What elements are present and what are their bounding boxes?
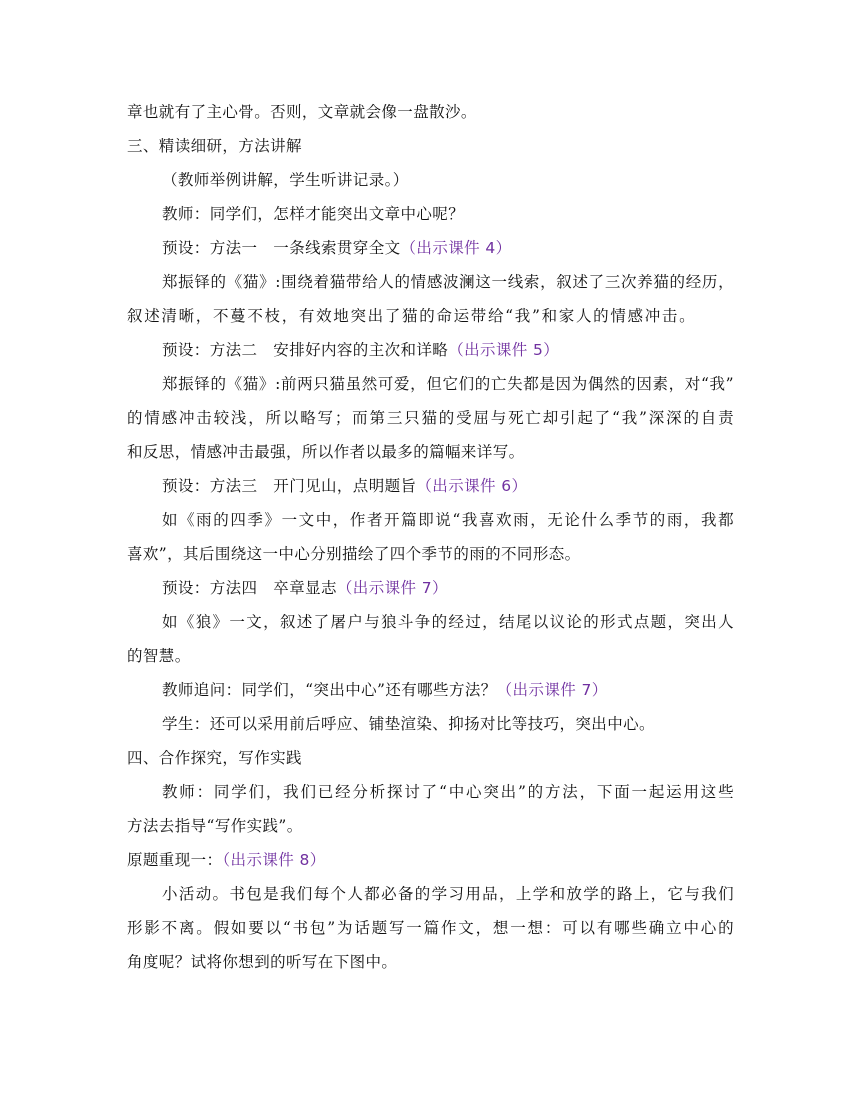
paragraph-line: 教师：同学们，我们已经分析探讨了“中心突出”的方法，下面一起运用这些 <box>162 783 734 801</box>
courseware-ref: （出示课件 4） <box>400 239 512 257</box>
courseware-ref: （出示课件 7） <box>336 579 448 597</box>
method-line <box>162 680 608 700</box>
paragraph-line: 教师：同学们，怎样才能突出文章中心呢？ <box>162 205 465 223</box>
paragraph-line: （教师举例讲解，学生听讲记录。） <box>162 171 409 189</box>
courseware-ref: （出示课件 6） <box>416 477 528 495</box>
courseware-ref: （出示课件 5） <box>448 341 560 359</box>
question-text: 教师追问：同学们，“突出中心”还有哪些方法？ <box>162 681 497 699</box>
section-heading-4: 四、合作探究，写作实践 <box>127 749 302 767</box>
paragraph-line: 小活动。书包是我们每个人都必备的学习用品，上学和放学的路上，它与我们 <box>162 885 734 903</box>
method-line <box>162 476 527 496</box>
section-heading-3: 三、精读细研，方法讲解 <box>127 137 302 155</box>
paragraph-line: 章也就有了主心骨。否则，文章就会像一盘散沙。 <box>127 103 477 121</box>
method-line <box>162 238 512 258</box>
courseware-ref: （出示课件 8） <box>222 851 326 869</box>
paragraph-line: 方法去指导“写作实践”。 <box>127 817 303 835</box>
paragraph-line: 形影不离。假如要以“书包”为话题写一篇作文，想一想：可以有哪些确立中心的 <box>127 919 734 937</box>
method-text: 预设：方法四 卒章显志 <box>162 579 337 597</box>
courseware-ref: （出示课件 7） <box>496 681 608 699</box>
paragraph-line: 郑振铎的《猫》:围绕着猫带给人的情感波澜这一线索，叙述了三次养猫的经历， <box>162 273 734 291</box>
paragraph-line: 的智慧。 <box>127 647 191 665</box>
method-line <box>162 578 448 598</box>
method-text: 预设：方法一 一条线索贯穿全文 <box>162 239 401 257</box>
paragraph-line: 学生：还可以采用前后呼应、铺垫渲染、抑扬对比等技巧，突出中心。 <box>162 715 655 733</box>
paragraph-line: 角度呢？试将你想到的听写在下图中。 <box>127 953 398 971</box>
method-line <box>162 340 559 360</box>
paragraph-line: 喜欢”，其后围绕这一中心分别描绘了四个季节的雨的不同形态。 <box>127 545 581 563</box>
paragraph-line: 叙述清晰，不蔓不枝，有效地突出了猫的命运带给“我”和家人的情感冲击。 <box>127 307 695 325</box>
paragraph-line: 如《雨的四季》一文中，作者开篇即说“我喜欢雨，无论什么季节的雨，我都 <box>162 511 734 529</box>
method-text: 预设：方法二 安排好内容的主次和详略 <box>162 341 449 359</box>
exercise-label: 原题重现一： <box>127 851 223 869</box>
paragraph-line: 郑振铎的《猫》:前两只猫虽然可爱，但它们的亡失都是因为偶然的因素，对“我” <box>162 375 734 393</box>
method-text: 预设：方法三 开门见山，点明题旨 <box>162 477 417 495</box>
paragraph-line: 和反思，情感冲击最强，所以作者以最多的篇幅来详写。 <box>127 443 525 461</box>
paragraph-line: 的情感冲击较浅，所以略写；而第三只猫的受屈与死亡却引起了“我”深深的自责 <box>127 409 734 427</box>
paragraph-line: 如《狼》一文，叙述了屠户与狼斗争的经过，结尾以议论的形式点题，突出人 <box>162 613 734 631</box>
method-line <box>127 850 326 870</box>
